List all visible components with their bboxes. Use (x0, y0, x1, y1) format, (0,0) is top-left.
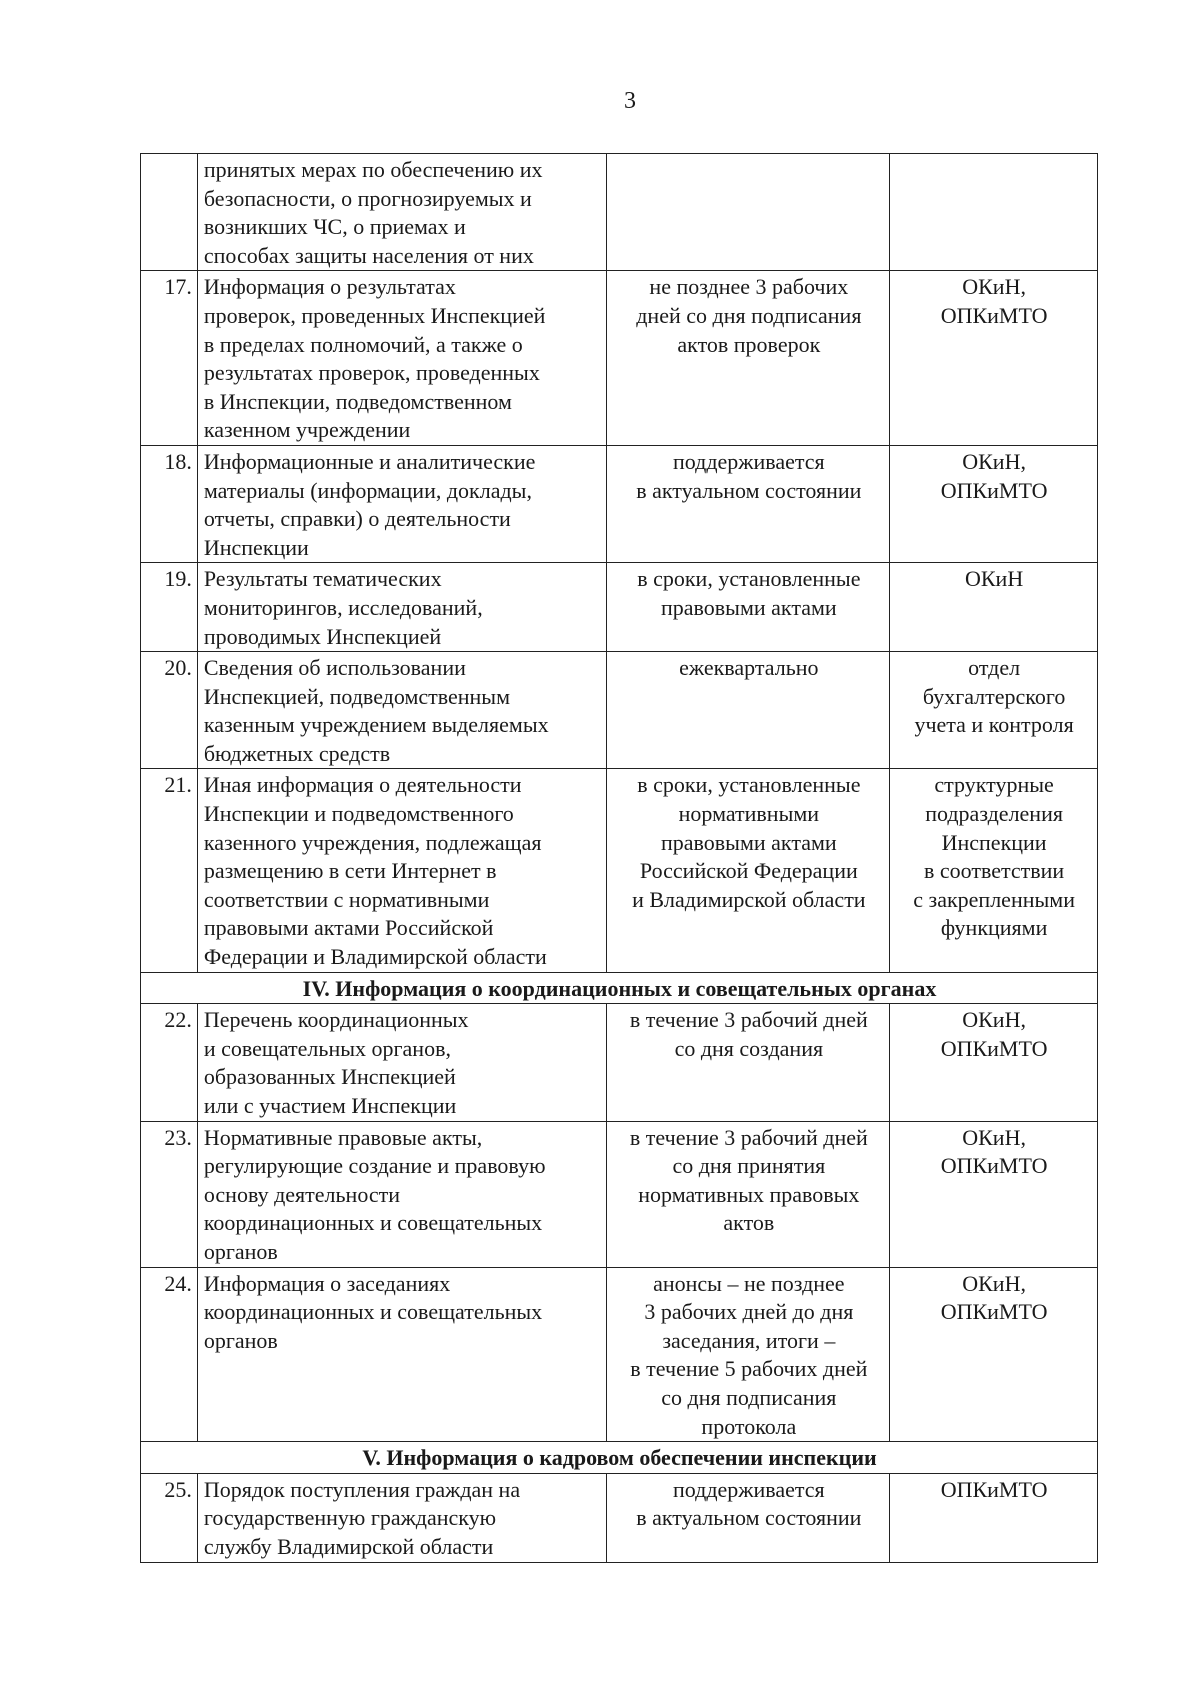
section-4-header (141, 972, 1098, 1004)
deadline-cell (607, 1121, 890, 1267)
cell-text-line: правовыми актами Российской (203, 915, 494, 941)
cell-text-line: координационных и совещательных (203, 1210, 543, 1236)
cell-text-line: органов (203, 1238, 278, 1264)
cell-text-line: ОПКиМТО (940, 477, 1048, 503)
item-name-cell (197, 445, 607, 562)
cell-text-line: 22. (164, 1007, 192, 1033)
cell-text-line: 24. (164, 1270, 192, 1296)
table-row (141, 1004, 1098, 1121)
cell-text-line: актов (723, 1210, 775, 1236)
cell-text-line: принятых мерах по обеспечению их (203, 157, 543, 182)
cell-text-line: Сведения об использовании (203, 655, 466, 681)
cell-text-line: мониторингов, исследований, (203, 594, 483, 620)
cell-text-line: 20. (164, 655, 192, 681)
cell-text-line: координационных и совещательных (203, 1299, 543, 1325)
responsible-cell (890, 1473, 1098, 1562)
row-number-cell (141, 154, 198, 271)
row-number-cell (141, 1004, 198, 1121)
cell-text-line: способах защиты населения от них (203, 242, 534, 268)
item-name-cell (197, 652, 607, 769)
responsible-cell (890, 1004, 1098, 1121)
cell-text-line: в Инспекции, подведомственном (203, 388, 512, 414)
section-5-header (141, 1442, 1098, 1474)
cell-text-line: дней со дня подписания (636, 302, 862, 328)
section-title: V. Информация о кадровом обеспечении инспекции (141, 1442, 1098, 1474)
cell-text-line: 3 рабочих дней до дня (644, 1299, 854, 1325)
cell-text-line: анонсы – не позднее (653, 1270, 845, 1296)
information-table (140, 153, 1098, 1563)
cell-text-line: ОПКиМТО (940, 1153, 1048, 1179)
cell-text-line: функциями (940, 915, 1048, 941)
row-number-cell (141, 445, 198, 562)
cell-text-line: со дня принятия (672, 1153, 826, 1179)
item-name-cell (197, 154, 607, 271)
cell-text-line: соответствии с нормативными (203, 886, 490, 912)
deadline-cell (607, 652, 890, 769)
table-row (141, 563, 1098, 652)
deadline-cell (607, 1473, 890, 1562)
cell-text-line: Инспекции (203, 534, 309, 560)
deadline-cell (607, 445, 890, 562)
cell-text-line: нормативными (678, 801, 820, 827)
cell-text-line: казенного учреждения, подлежащая (203, 829, 542, 855)
row-number-cell (141, 1267, 198, 1442)
cell-text-line: Информация о результатах (203, 274, 456, 300)
cell-text-line: со дня подписания (661, 1384, 837, 1410)
cell-text-line: в пределах полномочий, а также о (203, 331, 523, 357)
item-name-cell (197, 1121, 607, 1267)
table-row (141, 769, 1098, 972)
cell-text-line: безопасности, о прогнозируемых и (203, 185, 532, 211)
row-number-cell (141, 271, 198, 446)
cell-text-line: не позднее 3 рабочих (649, 274, 849, 300)
cell-text-line: в сроки, установленные (637, 566, 861, 592)
cell-text-line: Федерации и Владимирской области (203, 944, 547, 970)
cell-text-line: в актуальном состоянии (636, 1505, 862, 1531)
cell-text-line: основу деятельности (203, 1181, 401, 1207)
cell-text-line: подразделения (925, 801, 1063, 827)
page-number: 3 (624, 88, 636, 114)
cell-text-line: Российской Федерации (639, 858, 858, 884)
cell-text-line: 18. (164, 448, 192, 474)
cell-text-line: Инспекции и подведомственного (203, 801, 514, 827)
cell-text-line: 19. (164, 566, 192, 592)
cell-text-line: в соответствии (924, 858, 1065, 884)
cell-text-line: в течение 5 рабочих дней (630, 1356, 868, 1382)
cell-text-line: ОПКиМТО (940, 1035, 1048, 1061)
deadline-cell (607, 154, 890, 271)
cell-text-line: и Владимирской области (632, 886, 866, 912)
item-name-cell (197, 563, 607, 652)
responsible-cell (890, 1121, 1098, 1267)
cell-text-line: поддерживается (673, 1476, 825, 1502)
cell-text-line: заседания, итоги – (662, 1327, 836, 1353)
responsible-cell (890, 271, 1098, 446)
cell-text-line: ОКиН, (962, 448, 1026, 474)
responsible-cell (890, 445, 1098, 562)
cell-text-line: с закрепленными (913, 886, 1075, 912)
cell-text-line: ОКиН, (962, 1124, 1026, 1150)
row-number-cell (141, 769, 198, 972)
row-number-cell (141, 1473, 198, 1562)
cell-text-line: в течение 3 рабочий дней (629, 1124, 868, 1150)
table-row (141, 1473, 1098, 1562)
cell-text-line: Инспекцией, подведомственным (203, 683, 511, 709)
cell-text-line: ОКиН, (962, 1007, 1026, 1033)
cell-text-line: структурные (934, 772, 1054, 798)
cell-text-line: результатах проверок, проведенных (203, 360, 540, 386)
deadline-cell (607, 563, 890, 652)
row-number-cell (141, 652, 198, 769)
cell-text-line: ОКиН, (962, 274, 1026, 300)
deadline-cell (607, 769, 890, 972)
responsible-cell (890, 1267, 1098, 1442)
cell-text-line: отдел (968, 655, 1021, 681)
item-name-cell (197, 1473, 607, 1562)
cell-text-line: регулирующие создание и правовую (203, 1153, 546, 1179)
item-name-cell (197, 769, 607, 972)
cell-text-line: Порядок поступления граждан на (203, 1476, 521, 1502)
cell-text-line: бухгалтерского (922, 683, 1066, 709)
cell-text-line: или с участием Инспекции (203, 1093, 457, 1118)
table-row (141, 652, 1098, 769)
table-row (141, 1267, 1098, 1442)
cell-text-line: ОКиН, (962, 1270, 1026, 1296)
cell-text-line: 23. (164, 1124, 192, 1150)
cell-text-line: проводимых Инспекцией (203, 623, 442, 649)
cell-text-line: в актуальном состоянии (636, 477, 862, 503)
cell-text-line: Информация о заседаниях (203, 1270, 451, 1296)
cell-text-line: в течение 3 рабочий дней (629, 1007, 868, 1033)
cell-text-line: Результаты тематических (203, 566, 442, 592)
cell-text-line: правовыми актами (661, 594, 837, 620)
responsible-cell (890, 769, 1098, 972)
deadline-cell (607, 1004, 890, 1121)
cell-text-line: материалы (информации, доклады, (203, 477, 532, 503)
deadline-cell (607, 1267, 890, 1442)
item-name-cell (197, 1004, 607, 1121)
cell-text-line: Информационные и аналитические (203, 448, 536, 474)
responsible-cell (890, 563, 1098, 652)
cell-text-line: отчеты, справки) о деятельности (203, 506, 511, 532)
cell-text-line: образованных Инспекцией (203, 1064, 456, 1090)
table-row (141, 154, 1098, 271)
cell-text-line: проверок, проведенных Инспекцией (203, 302, 546, 328)
cell-text-line: нормативных правовых (638, 1181, 860, 1207)
cell-text-line: размещению в сети Интернет в (203, 858, 497, 884)
table-row (141, 1121, 1098, 1267)
cell-text-line: протокола (701, 1413, 797, 1439)
cell-text-line: 25. (164, 1476, 192, 1502)
cell-text-line: поддерживается (673, 448, 825, 474)
table-row (141, 445, 1098, 562)
cell-text-line: бюджетных средств (203, 740, 391, 766)
cell-text-line: казенным учреждением выделяемых (203, 712, 549, 738)
cell-text-line: Инспекции (941, 829, 1047, 855)
row-number-cell (141, 563, 198, 652)
cell-text-line: учета и контроля (914, 712, 1074, 738)
item-name-cell (197, 271, 607, 446)
cell-text-line: казенном учреждении (203, 417, 411, 443)
cell-text-line: 17. (164, 274, 192, 300)
cell-text-line: возникших ЧС, о приемах и (203, 214, 466, 240)
section-title: IV. Информация о координационных и совещательных органах (141, 972, 1098, 1004)
cell-text-line: со дня создания (674, 1035, 824, 1061)
cell-text-line: Нормативные правовые акты, (203, 1124, 483, 1150)
cell-text-line: ОПКиМТО (940, 1476, 1048, 1502)
cell-text-line: ежеквартально (679, 655, 819, 681)
cell-text-line: правовыми актами (661, 829, 837, 855)
cell-text-line: актов проверок (677, 331, 821, 357)
cell-text-line: и совещательных органов, (203, 1035, 451, 1061)
table-row (141, 271, 1098, 446)
cell-text-line: Иная информация о деятельности (203, 772, 522, 798)
row-number-cell (141, 1121, 198, 1267)
responsible-cell (890, 652, 1098, 769)
cell-text-line: государственную гражданскую (203, 1505, 497, 1531)
cell-text-line: ОПКиМТО (940, 302, 1048, 328)
cell-text-line: ОКиН (964, 566, 1024, 592)
deadline-cell (607, 271, 890, 446)
cell-text-line: ОПКиМТО (940, 1299, 1048, 1325)
cell-text-line: 21. (164, 772, 192, 798)
cell-text-line: в сроки, установленные (637, 772, 861, 798)
cell-text-line: службу Владимирской области (203, 1533, 494, 1559)
cell-text-line: Перечень координационных (203, 1007, 469, 1033)
responsible-cell (890, 154, 1098, 271)
cell-text-line: органов (203, 1327, 278, 1353)
item-name-cell (197, 1267, 607, 1442)
